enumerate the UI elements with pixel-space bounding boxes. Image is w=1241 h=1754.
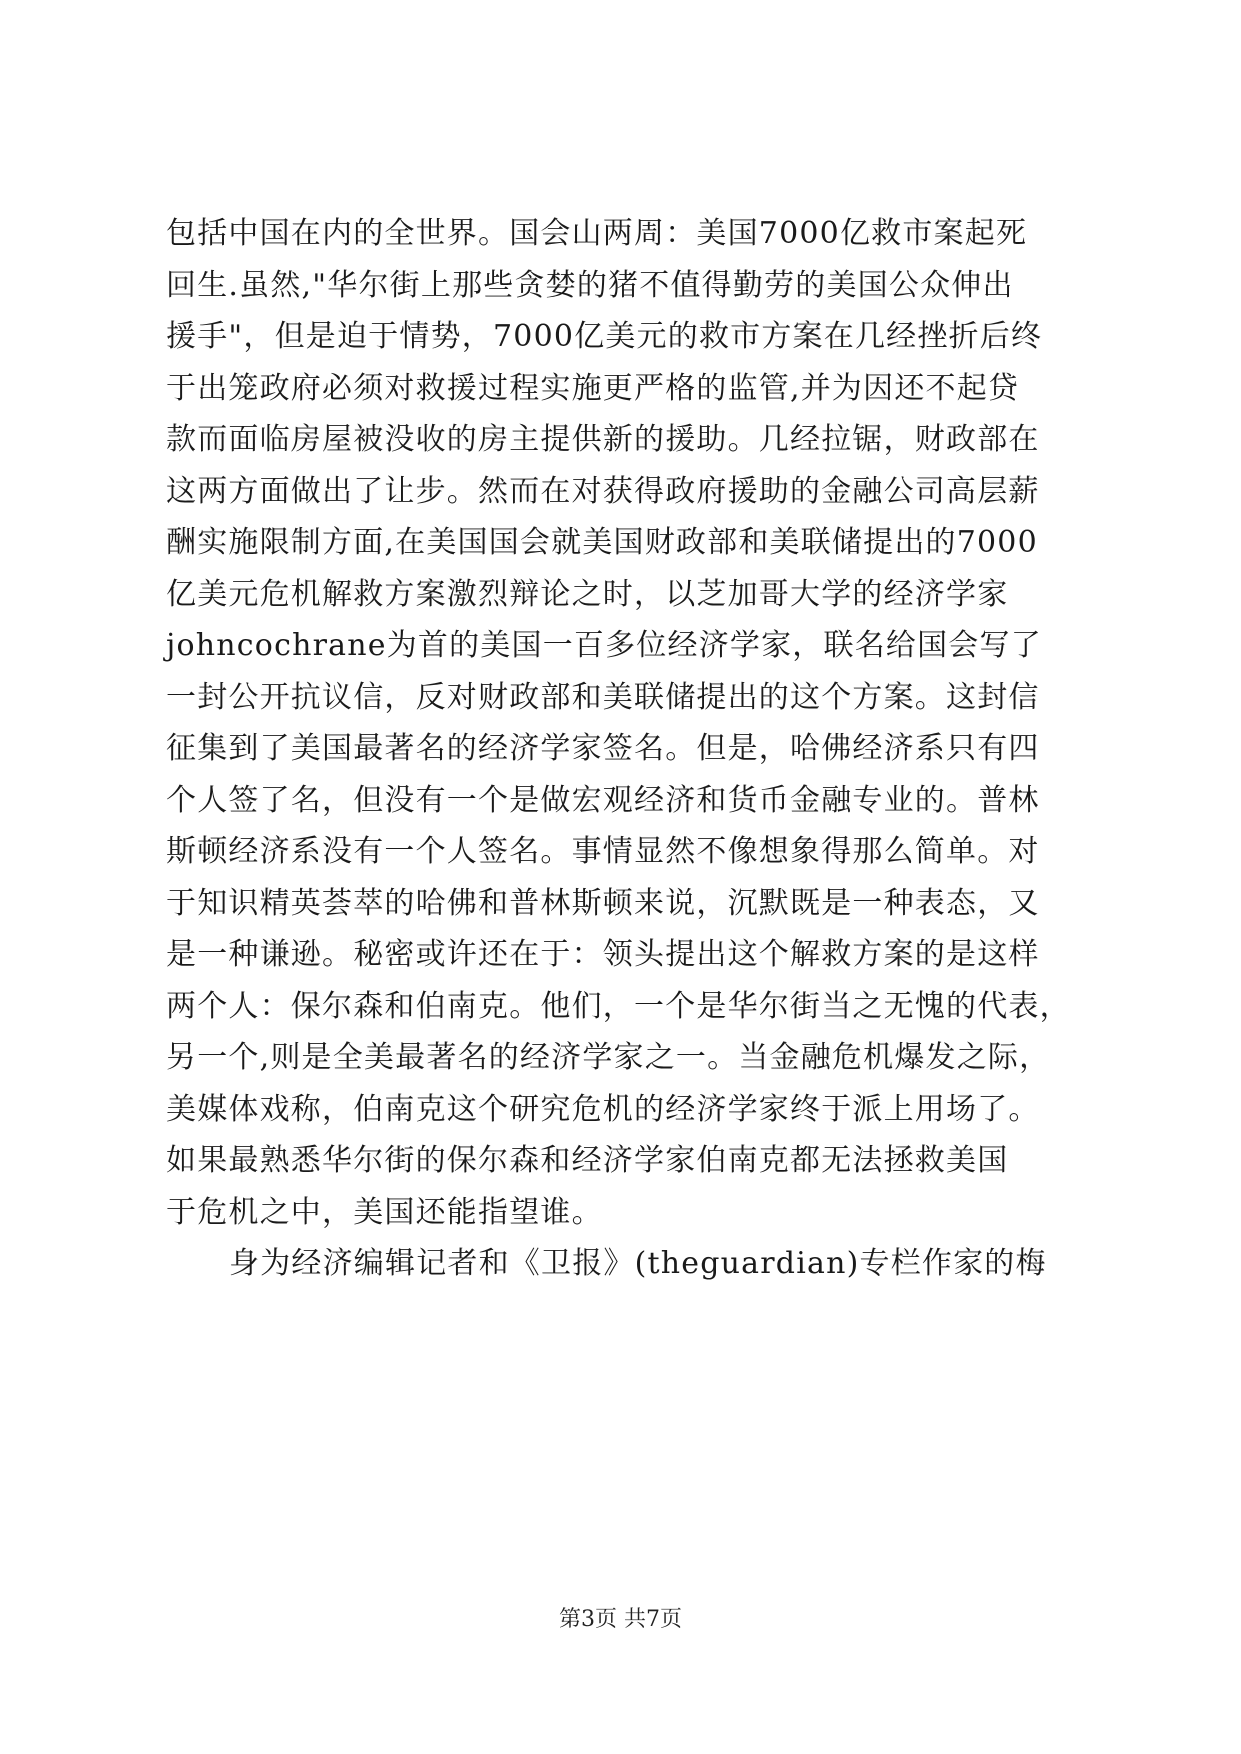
text-line: 身为经济编辑记者和《卫报》(theguardian)专栏作家的梅 xyxy=(229,1246,1047,1281)
text-line: 款而面临房屋被没收的房主提供新的援助。几经拉锯，财政部在 xyxy=(166,422,1040,457)
text-line: 征集到了美国最著名的经济学家签名。但是，哈佛经济系只有四 xyxy=(166,731,1040,766)
text-line: 于出笼政府必须对救援过程实施更严格的监管,并为因还不起贷 xyxy=(166,370,1020,406)
text-line: 另一个,则是全美最著名的经济学家之一。当金融危机爆发之际， xyxy=(166,1040,1051,1075)
text-line: 个人签了名，但没有一个是做宏观经济和货币金融专业的。普林 xyxy=(166,782,1040,818)
text-line: 是一种谦逊。秘密或许还在于：领头提出这个解救方案的是这样 xyxy=(166,937,1040,972)
text-line: 一封公开抗议信，反对财政部和美联储提出的这个方案。这封信 xyxy=(166,679,1040,715)
text-line: 援手"，但是迫于情势，7000亿美元的救市方案在几经挫折后终 xyxy=(166,319,1043,354)
text-line: 如果最熟悉华尔街的保尔森和经济学家伯南克都无法拯救美国 xyxy=(166,1143,1009,1178)
text-line: 酬实施限制方面,在美国国会就美国财政部和美联储提出的7000 xyxy=(166,525,1038,560)
paragraph-1 xyxy=(166,208,1086,1238)
text-line: 亿美元危机解救方案激烈辩论之时，以芝加哥大学的经济学家 xyxy=(166,576,1009,612)
body-text xyxy=(166,208,1086,1290)
text-line: 斯顿经济系没有一个人签名。事情显然不像想象得那么简单。对 xyxy=(166,834,1040,869)
text-line: 于危机之中，美国还能指望谁。 xyxy=(166,1194,603,1230)
paragraph-2 xyxy=(166,1238,1086,1290)
text-line: 这两方面做出了让步。然而在对获得政府援助的金融公司高层薪 xyxy=(166,473,1040,509)
text-line: johncochrane为首的美国一百多位经济学家，联名给国会写了 xyxy=(166,628,1042,663)
page-number: 第3页 共7页 xyxy=(559,1607,682,1632)
text-line: 包括中国在内的全世界。国会山两周：美国7000亿救市案起死 xyxy=(166,216,1028,251)
text-line: 于知识精英荟萃的哈佛和普林斯顿来说，沉默既是一种表态，又 xyxy=(166,885,1040,921)
text-line: 回生.虽然,"华尔街上那些贪婪的猪不值得勤劳的美国公众伸出 xyxy=(166,267,1014,303)
text-line: 两个人：保尔森和伯南克。他们，一个是华尔街当之无愧的代表， xyxy=(166,988,1071,1024)
text-line: 美媒体戏称，伯南克这个研究危机的经济学家终于派上用场了。 xyxy=(166,1091,1040,1127)
